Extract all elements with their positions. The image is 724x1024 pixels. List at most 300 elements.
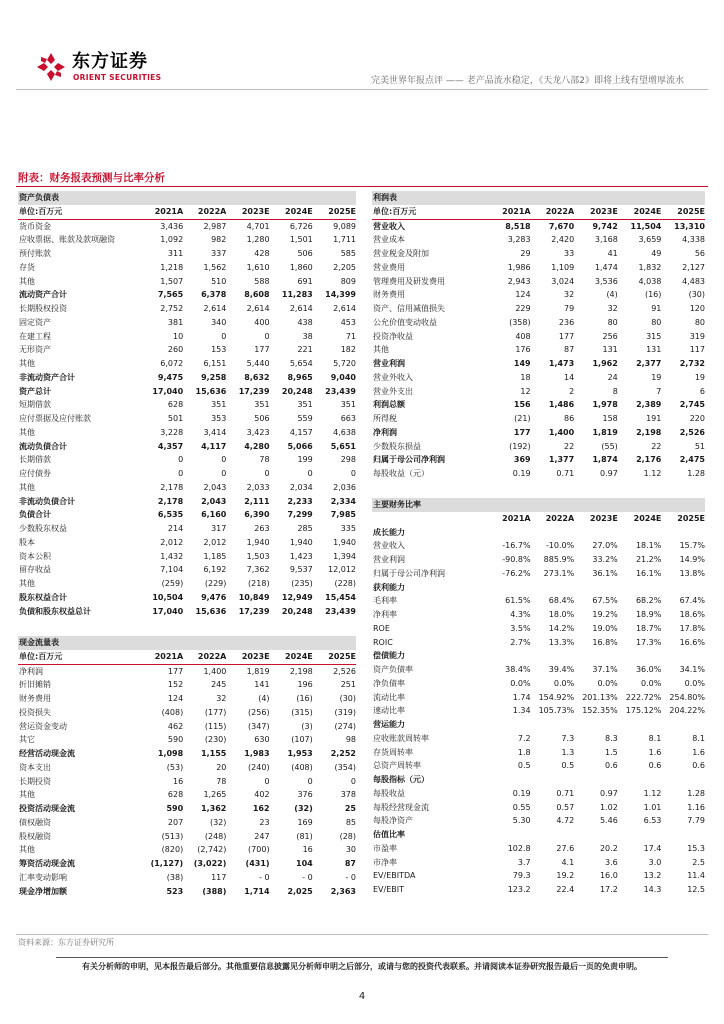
row-value: 15.7% — [679, 541, 705, 551]
row-value: 6,535 — [157, 510, 184, 520]
row-value: (81) — [296, 831, 313, 841]
table-row — [18, 330, 356, 344]
row-value — [618, 649, 662, 663]
row-value — [574, 773, 618, 787]
row-value: 17.2 — [599, 885, 618, 894]
row-value: (513) — [161, 831, 184, 841]
row-value: 51 — [694, 441, 705, 451]
row-label: 负债合计 — [19, 510, 51, 520]
row-value: 16.8% — [592, 637, 618, 647]
row-label: 其他 — [19, 790, 35, 800]
row-value: 2,334 — [330, 496, 356, 506]
row-value: 5,066 — [287, 441, 313, 451]
table-row — [372, 247, 705, 261]
row-value: 4,038 — [638, 276, 662, 286]
row-value: 4.1 — [561, 857, 575, 867]
row-value: 1,501 — [289, 235, 313, 245]
row-value — [661, 649, 705, 663]
row-label: 资产负债率 — [373, 665, 413, 674]
row-value: (408) — [291, 762, 313, 772]
row-value — [661, 718, 705, 732]
table-row — [372, 787, 705, 801]
row-value: 1.16 — [687, 802, 705, 812]
row-value: 169 — [297, 817, 313, 827]
row-value: 7.2 — [517, 733, 531, 743]
row-value — [574, 828, 618, 842]
row-value: 2 — [569, 386, 575, 396]
row-value: 22 — [651, 441, 662, 451]
row-value: 1.28 — [687, 788, 705, 798]
row-label: EV/EBITDA — [373, 871, 416, 881]
row-value: 117 — [689, 345, 705, 355]
row-value: (3,022) — [193, 859, 227, 868]
row-value: 177 — [513, 427, 531, 437]
row-value: 16.0 — [599, 871, 618, 881]
row-value: 1.5 — [605, 747, 618, 757]
row-value: 1,218 — [160, 262, 184, 272]
row-value: 885.9% — [543, 555, 575, 564]
row-value: 1,400 — [203, 666, 227, 676]
table-row — [18, 302, 356, 316]
row-value: 2,178 — [160, 482, 184, 492]
row-value: 5.30 — [512, 816, 531, 826]
row-value: 20.2 — [599, 843, 618, 853]
row-value: 1,265 — [203, 790, 227, 800]
table-row — [372, 288, 705, 302]
row-value: 17,040 — [152, 606, 184, 616]
row-value: 201.13% — [582, 692, 618, 702]
row-label: 存货 — [19, 262, 35, 272]
table-title-row — [18, 636, 356, 650]
row-value: 182 — [340, 345, 356, 355]
row-value: 2,377 — [636, 359, 662, 368]
row-label: 营运能力 — [373, 720, 405, 729]
row-value: 663 — [340, 414, 356, 423]
row-value: 196 — [297, 680, 313, 690]
row-value: 408 — [515, 331, 531, 341]
row-value: 0 — [264, 469, 270, 478]
table-row — [372, 440, 705, 454]
row-label: 归属于母公司净利润 — [373, 568, 445, 578]
row-value: 17.4 — [643, 843, 662, 853]
row-value: 1,507 — [160, 276, 184, 286]
row-value: 13.2 — [643, 871, 662, 881]
row-label: 每股净资产 — [373, 816, 413, 826]
row-value: (354) — [334, 762, 356, 772]
table-row — [372, 801, 705, 815]
row-value: 2,752 — [160, 304, 184, 313]
row-value: 1,486 — [548, 400, 575, 410]
row-label: 营业外收入 — [373, 372, 413, 382]
row-value: (347) — [248, 721, 270, 731]
row-value: 3.0 — [648, 857, 662, 867]
table-row — [372, 691, 705, 705]
row-label: 流动负债合计 — [19, 441, 67, 451]
row-value — [531, 581, 575, 595]
row-value: 340 — [211, 317, 227, 327]
table-header-row — [18, 205, 356, 219]
row-value: 2,036 — [333, 482, 356, 492]
row-value: 335 — [340, 524, 356, 533]
row-value: 0.71 — [556, 469, 575, 478]
row-value — [531, 526, 575, 540]
row-value: 12,012 — [328, 565, 356, 575]
row-value: 17.3% — [635, 637, 662, 647]
row-value: (38) — [166, 872, 184, 882]
table-row — [18, 843, 356, 857]
row-value: 124 — [167, 694, 184, 703]
row-value: 9,476 — [201, 592, 227, 602]
table-row — [18, 720, 356, 734]
row-value: 204.22% — [669, 706, 705, 716]
row-value: 256 — [602, 331, 618, 341]
row-value: 2,198 — [289, 666, 313, 676]
row-value: 2,389 — [636, 400, 662, 410]
row-value: 9,089 — [333, 221, 356, 231]
header-divider — [16, 89, 708, 90]
row-value: 1,610 — [246, 262, 270, 272]
row-value: (28) — [339, 831, 356, 841]
row-label: 毛利率 — [373, 596, 397, 606]
row-label: 其它 — [19, 735, 35, 745]
row-value: 221 — [297, 345, 313, 355]
row-label: 流动比率 — [373, 692, 405, 702]
row-value: 13,310 — [674, 221, 705, 231]
row-value — [531, 773, 575, 787]
row-value: 8,518 — [505, 221, 531, 231]
table-row — [18, 692, 356, 706]
table-row — [372, 746, 705, 760]
table-row — [18, 775, 356, 789]
row-value: (218) — [248, 579, 270, 588]
row-label: ROE — [373, 623, 390, 633]
row-label: 所得税 — [373, 414, 397, 423]
row-label: 筹资活动现金流 — [19, 859, 75, 868]
row-label: 投资活动现金流 — [19, 804, 75, 813]
row-value: 0.19 — [512, 788, 531, 798]
row-value: 438 — [297, 317, 313, 327]
row-label: 其他 — [19, 359, 35, 368]
table-row — [18, 247, 356, 261]
row-value: 0 — [221, 455, 227, 465]
row-label: 折旧摊销 — [19, 680, 51, 690]
row-value: 4,338 — [682, 235, 705, 245]
table-row — [372, 371, 705, 385]
row-value: 263 — [254, 524, 270, 533]
row-value: (30) — [688, 290, 705, 300]
row-value: 4.72 — [556, 816, 575, 826]
row-value: 351 — [211, 400, 227, 410]
row-value: 123.2 — [507, 885, 531, 894]
table-row — [372, 275, 705, 289]
row-label: 资本支出 — [19, 762, 51, 772]
row-label: 其他 — [19, 427, 35, 437]
row-value: (408) — [161, 707, 184, 717]
row-label: 每股收益（元） — [373, 469, 429, 478]
row-label: 其他 — [19, 482, 35, 492]
company-logo — [36, 52, 161, 82]
row-value: 152 — [167, 680, 184, 690]
row-value: 9,040 — [330, 372, 356, 382]
year-header: 2021A — [487, 205, 531, 219]
row-value: 79 — [564, 304, 575, 313]
table-row — [18, 733, 356, 747]
table-row — [18, 440, 356, 454]
row-value: 36.0% — [635, 665, 662, 674]
row-value: 273.1% — [543, 568, 575, 578]
row-value: (16) — [296, 694, 313, 703]
table-row — [18, 885, 356, 899]
row-value: 1.02 — [599, 802, 618, 812]
row-value: 39.4% — [548, 665, 575, 674]
row-value: 1.01 — [643, 802, 662, 812]
year-header: 2023E — [226, 650, 269, 664]
table-row — [18, 453, 356, 467]
table-row — [372, 608, 705, 622]
row-value: 3,228 — [160, 427, 184, 437]
year-header: 2022A — [183, 205, 226, 219]
row-label: 投资损失 — [19, 707, 51, 717]
orient-securities-logo-icon — [36, 52, 66, 82]
row-value: 3,659 — [638, 235, 662, 245]
row-value — [574, 526, 618, 540]
row-value: 2,943 — [507, 276, 531, 286]
row-value: 2,252 — [330, 749, 356, 758]
row-label: 短期借款 — [19, 400, 51, 410]
row-label: 净利润 — [373, 427, 397, 437]
row-value: (32) — [209, 817, 227, 827]
row-value: 124 — [515, 290, 531, 300]
row-value: 16.1% — [635, 568, 662, 578]
row-value: 3,436 — [160, 221, 184, 231]
row-value: 4.3% — [510, 610, 531, 619]
row-value: 214 — [167, 524, 184, 533]
row-value: 628 — [167, 790, 184, 800]
row-value: 13.3% — [548, 637, 575, 647]
table-row — [18, 706, 356, 720]
row-value: 21.2% — [635, 555, 662, 564]
row-value: 86 — [564, 414, 575, 423]
row-value: (358) — [509, 317, 531, 327]
row-label: 固定资产 — [19, 317, 51, 327]
row-value: (315) — [291, 707, 313, 717]
row-label: 净负债率 — [373, 678, 405, 688]
row-label: 投资净收益 — [373, 331, 413, 341]
row-value: 590 — [167, 735, 184, 745]
row-label: 市盈率 — [373, 843, 397, 853]
row-label: 长期投资 — [19, 776, 51, 786]
row-value — [574, 581, 618, 595]
table-row — [372, 759, 705, 773]
row-label: EV/EBIT — [373, 885, 405, 894]
row-label: 公允价值变动收益 — [373, 317, 437, 327]
row-value: 1,474 — [594, 262, 618, 272]
row-value: 2,614 — [246, 304, 270, 313]
row-value: 14.2% — [548, 623, 575, 633]
row-value: 402 — [254, 790, 270, 800]
row-value: 37.1% — [592, 665, 618, 674]
table-row — [18, 219, 356, 233]
row-value: 317 — [211, 524, 227, 533]
row-label: 资产、信用减值损失 — [373, 304, 445, 313]
row-value: 17.8% — [679, 623, 705, 633]
table-row — [372, 814, 705, 828]
row-value: 1,962 — [592, 359, 618, 368]
table-row — [18, 788, 356, 802]
row-value — [661, 526, 705, 540]
row-value: 9,742 — [592, 221, 618, 231]
row-value: 7,670 — [548, 221, 575, 231]
row-value: 56 — [694, 249, 705, 258]
row-label: 其他 — [19, 845, 35, 855]
row-value: 10,849 — [238, 592, 270, 602]
table-row — [18, 830, 356, 844]
year-header: 2022A — [183, 650, 226, 664]
table-row — [18, 678, 356, 692]
row-value: 3,168 — [594, 235, 618, 245]
table-row — [372, 732, 705, 746]
row-value: 298 — [340, 455, 356, 465]
row-value: 38 — [302, 331, 313, 341]
row-value: 79.3 — [512, 871, 531, 881]
row-value: 0.6 — [605, 761, 618, 771]
row-value: 2,111 — [244, 496, 270, 506]
row-value: 1,978 — [592, 400, 618, 410]
row-value — [661, 581, 705, 595]
row-value: 15.3 — [687, 843, 705, 853]
row-value: 2,526 — [333, 666, 356, 676]
row-value: (2,742) — [197, 845, 227, 855]
row-value: - 0 — [259, 872, 270, 882]
row-value: 8,608 — [244, 290, 270, 300]
row-value: 87 — [564, 345, 575, 355]
row-label: 少数股东损益 — [373, 441, 421, 451]
row-value: 4,483 — [682, 276, 705, 286]
table-row — [18, 508, 356, 522]
row-label: 偿债能力 — [373, 651, 405, 661]
row-value: 351 — [254, 400, 270, 410]
table-row — [18, 343, 356, 357]
table-row — [18, 536, 356, 550]
row-label: 营业收入 — [373, 541, 405, 551]
row-value: 9,258 — [201, 372, 227, 382]
row-label: 总资产周转率 — [373, 761, 421, 771]
row-label: 估值比率 — [373, 830, 405, 839]
row-value: 14,399 — [325, 290, 356, 300]
cash-flow-table — [18, 636, 356, 898]
row-value: 7,985 — [330, 510, 356, 520]
row-value: 15,636 — [195, 606, 227, 616]
row-value: 7,104 — [160, 565, 184, 575]
row-value: 102.8 — [507, 843, 531, 853]
row-value — [618, 581, 662, 595]
row-value: 0 — [178, 455, 184, 465]
row-value: 3,423 — [246, 427, 270, 437]
row-value: (259) — [161, 579, 184, 588]
row-value: 154.92% — [538, 692, 575, 702]
row-label: 存货周转率 — [373, 747, 413, 757]
table-row — [18, 495, 356, 509]
row-label: 速动比率 — [373, 706, 405, 716]
row-value: 506 — [254, 414, 270, 423]
row-value: 3.7 — [517, 857, 531, 867]
unit-label: 单位:百万元 — [18, 205, 140, 219]
row-value: 588 — [254, 276, 270, 286]
row-label: 流动资产合计 — [19, 290, 67, 300]
row-value: 2,987 — [203, 221, 227, 231]
row-value: 24 — [607, 372, 618, 382]
table-row — [372, 219, 705, 233]
row-value: 1,832 — [638, 262, 662, 272]
brand-name-cn: 东方证券 — [72, 51, 148, 72]
row-value: 1,874 — [592, 455, 618, 465]
row-value: 19.2 — [556, 871, 575, 881]
disclaimer-divider — [56, 957, 668, 958]
table-title: 主要财务比率 — [372, 498, 705, 512]
row-value: 32 — [216, 694, 227, 703]
row-value: 162 — [252, 804, 270, 813]
row-value: 453 — [340, 317, 356, 327]
row-label: 应收账款周转率 — [373, 733, 429, 743]
row-value: 1,953 — [287, 749, 313, 758]
row-value: 285 — [297, 524, 313, 533]
row-value: 222.72% — [625, 692, 662, 702]
row-value: (32) — [294, 804, 313, 813]
table-row — [18, 261, 356, 275]
row-value — [574, 718, 618, 732]
row-value: 27.6 — [556, 843, 575, 853]
row-label: 净利率 — [373, 610, 397, 619]
year-header: 2021A — [140, 650, 183, 664]
row-value: 8.3 — [605, 733, 618, 743]
row-value: 319 — [689, 331, 705, 341]
table-row — [372, 883, 705, 897]
row-label: 资本公积 — [19, 551, 51, 561]
row-value: 351 — [297, 400, 313, 410]
row-value: 0.0% — [641, 678, 662, 688]
row-value: 0 — [221, 331, 227, 341]
year-header: 2021A — [140, 205, 183, 219]
row-value: 1,155 — [201, 749, 227, 758]
table-row — [18, 288, 356, 302]
row-value: 1,503 — [246, 551, 270, 561]
row-value: 7.79 — [687, 816, 705, 826]
row-value: (21) — [514, 414, 531, 423]
row-value: 260 — [167, 345, 184, 355]
source-divider — [16, 934, 708, 935]
row-value: 8,632 — [244, 372, 270, 382]
row-value: 0.71 — [556, 788, 575, 798]
year-header: 2023E — [226, 205, 269, 219]
row-value: 80 — [651, 317, 662, 327]
row-value: 152.35% — [582, 706, 618, 716]
table-row — [372, 594, 705, 608]
row-value: 20,248 — [281, 386, 313, 396]
row-label: 净利润 — [19, 666, 43, 676]
table-title-row — [372, 191, 705, 205]
row-label: 财务费用 — [19, 694, 51, 703]
row-label: 债权融资 — [19, 817, 51, 827]
table-row — [372, 261, 705, 275]
row-value: 0 — [307, 776, 313, 786]
row-value: 23,439 — [325, 386, 356, 396]
table-row — [372, 357, 705, 371]
row-value — [661, 773, 705, 787]
row-value: 501 — [167, 414, 184, 423]
row-value: -76.2% — [502, 568, 531, 578]
row-value: 11,283 — [281, 290, 313, 300]
row-value: 2,526 — [679, 427, 705, 437]
